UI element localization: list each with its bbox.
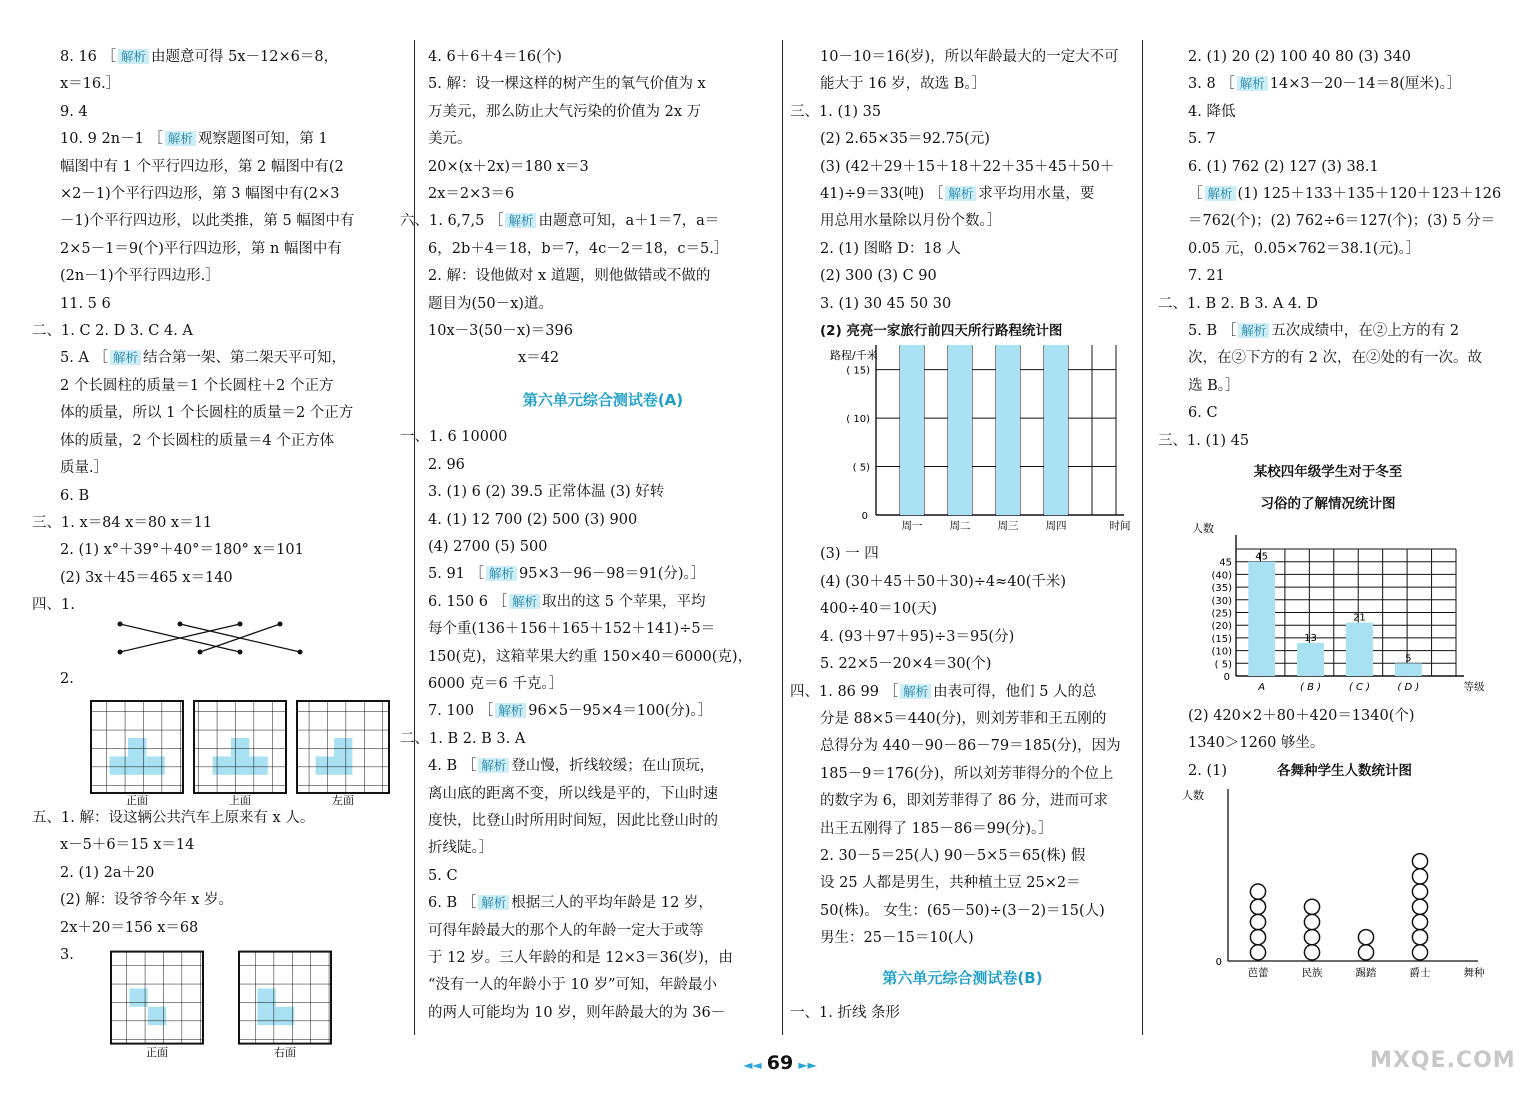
- answer-line: 用总用水量除以月份个数。］: [820, 213, 1002, 230]
- next-arrow-icon: ►►: [798, 1058, 817, 1072]
- answer-line: 的两人可能均为 10 岁，则年龄最大的为 36－: [428, 1004, 726, 1021]
- pictograph-symbol: [1250, 930, 1265, 945]
- front-view-grid: [91, 701, 183, 793]
- answer-line: 美元。: [428, 131, 472, 148]
- pictograph-symbol: [1250, 899, 1265, 914]
- pictograph-symbol: [1250, 884, 1265, 899]
- x-tick-label: 周一: [901, 520, 923, 533]
- answer-line: 2. (1) 图略 D：18 人: [820, 240, 961, 257]
- y-tick-label: (40): [1211, 570, 1232, 582]
- answer-line: 2x＝2×3＝6: [428, 186, 515, 203]
- pictograph-symbol: [1304, 915, 1319, 930]
- pictograph-symbol: [1412, 915, 1427, 930]
- answer-line: 于 12 岁。三人年龄的和是 12×3＝36(岁)，由: [428, 950, 733, 966]
- x-tick-label: ( B ): [1300, 681, 1322, 693]
- section-heading: 一、1. 6 10000: [400, 429, 508, 446]
- chart-caption: 各舞种学生人数统计图: [1276, 762, 1412, 779]
- answer-line: 2. (1) 2a＋20: [60, 864, 155, 881]
- y-tick-label: (25): [1211, 608, 1232, 620]
- answer-line: 2x＋20＝156 x＝68: [60, 919, 199, 936]
- pictograph-symbol: [1412, 899, 1427, 914]
- answer-line: 5. 解：设一棵这样的树产生的氧气价值为 x: [428, 76, 706, 93]
- answer-line: 次，在②下方的有 2 次，在②处的有一次。故: [1188, 350, 1482, 367]
- answer-line: (4) (30＋45＋50＋30)÷4≈40(千米): [820, 573, 1067, 590]
- bar: [1297, 643, 1324, 676]
- y-tick-label: 0: [861, 511, 868, 523]
- answer-column-2: [400, 44, 778, 1027]
- front-view-grid: [111, 952, 203, 1044]
- answer-line: 体的质量，所以 1 个长圆柱的质量＝2 个正方: [60, 405, 354, 422]
- answer-line: 41)÷9＝33(吨) ［ 解析 求平均用水量，要: [820, 186, 1095, 203]
- answer-line: －1)个平行四边形，以此类推，第 5 幅图中有: [60, 213, 355, 230]
- answer-line: (3) (42＋29＋15＋18＋22＋35＋45＋50＋: [820, 158, 1115, 175]
- y-tick-label: (30): [1211, 595, 1232, 607]
- section-title: 第六单元综合测试卷(A): [522, 390, 684, 409]
- answer-line: 出王五刚得了 185－86＝99(分)。］: [820, 820, 1053, 837]
- answer-line: 离山底的距离不变，所以线是平的，下山时速: [428, 785, 718, 802]
- y-tick-label: (20): [1211, 621, 1232, 633]
- answer-line: 2.: [60, 670, 74, 687]
- bar: [1395, 663, 1422, 676]
- answer-line: 分是 88×5＝440(分)，则刘芳菲和王五刚的: [820, 710, 1107, 727]
- column-divider: [782, 40, 783, 1035]
- answer-line: 每个重(136＋156＋165＋152＋141)÷5＝: [428, 621, 716, 638]
- bar: [1248, 562, 1275, 676]
- section-heading: 三、1. (1) 35: [790, 103, 882, 120]
- answer-line: (2) 420×2＋80＋420＝1340(个): [1188, 707, 1415, 724]
- analysis-tag: 解析: [110, 350, 141, 365]
- answer-line: (2n－1)个平行四边形.］: [60, 268, 220, 285]
- y-tick-label: (35): [1211, 583, 1232, 595]
- pictograph-symbol: [1250, 915, 1265, 930]
- answer-line: 幅图中有 1 个平行四边形，第 2 幅图中有(2: [60, 158, 344, 175]
- watermark: MXQE.COM: [1370, 1048, 1516, 1073]
- view-label: 右面: [274, 1046, 296, 1060]
- analysis-tag: 解析: [118, 49, 149, 64]
- pictograph-symbol: [1412, 945, 1427, 960]
- bar: [1346, 623, 1373, 676]
- views-figure-1: [88, 693, 418, 805]
- data-label: 21: [1353, 612, 1366, 624]
- view-label: 正面: [146, 1046, 168, 1060]
- answer-line: 10x－3(50－x)＝396: [428, 323, 573, 340]
- column-divider: [414, 40, 415, 1035]
- chart-y-label: 人数: [1192, 521, 1214, 535]
- x-tick-label: ( D ): [1397, 681, 1420, 693]
- view-label: 左面: [332, 793, 354, 805]
- x-tick-label: 民族: [1301, 967, 1323, 980]
- answer-line: “没有一人的年龄小于 10 岁”可知，年龄最小: [428, 977, 717, 994]
- answer-line: 2. 解：设他做对 x 道题，则他做错或不做的: [428, 268, 711, 285]
- chart-x-label: 时间: [1109, 520, 1131, 533]
- y-tick-label: 0: [1215, 957, 1222, 969]
- answer-line: 5. B ［ 解析 五次成绩中，在②上方的有 2: [1188, 323, 1460, 340]
- chart-y-label: 路程/千米: [830, 349, 878, 363]
- data-label: 5: [1405, 653, 1412, 665]
- section-heading: 三、1. (1) 45: [1158, 432, 1250, 449]
- answer-line: (3) 一 四: [820, 546, 879, 563]
- y-tick-label: ( 5): [1214, 659, 1232, 671]
- section-heading: 五、1. 解：设这辆公共汽车上原来有 x 人。: [32, 809, 315, 826]
- bar: [1044, 345, 1068, 515]
- y-tick-label: 45: [1219, 557, 1232, 569]
- answer-line: 6000 克＝6 千克。］: [428, 675, 564, 692]
- section-heading: 三、1. x＝84 x＝80 x＝11: [32, 514, 213, 531]
- answer-line: 11. 5 6: [60, 295, 111, 312]
- views-figure-2: [108, 947, 368, 1059]
- y-tick-label: (10): [1211, 646, 1232, 658]
- answer-line: 4. 6＋6＋4＝16(个): [428, 49, 562, 65]
- answer-line: ＝762(个)；(2) 762÷6＝127(个)；(3) 5 分＝: [1188, 213, 1496, 230]
- answer-line: 6. B: [60, 487, 90, 504]
- answer-line: 6，2b＋4＝18，b＝7，4c－2＝18，c＝5.］: [428, 240, 729, 257]
- page-number-value: 69: [766, 1052, 794, 1074]
- pictograph-symbol: [1304, 899, 1319, 914]
- answer-line: 6. (1) 762 (2) 127 (3) 38.1: [1188, 158, 1379, 175]
- pictograph-symbol: [1358, 930, 1373, 945]
- answer-line: 男生：25－15＝10(人): [820, 930, 974, 947]
- answer-line: 题目为(50－x)道。: [428, 295, 553, 312]
- answer-line: 度快，比登山时所用时间短，因此比登山时的: [428, 812, 718, 829]
- answer-line: ×2－1)个平行四边形，第 3 幅图中有(2×3: [60, 186, 340, 203]
- answer-line: 4. (1) 12 700 (2) 500 (3) 900: [428, 511, 638, 528]
- bar: [948, 345, 972, 515]
- answer-line: 50(株)。 女生：(65－50)÷(3－2)＝15(人): [820, 902, 1105, 919]
- dance-pictograph: [1182, 785, 1512, 985]
- x-tick-label: 芭蕾: [1247, 967, 1269, 980]
- answer-line: 万美元，那么防止大气污染的价值为 2x 万: [428, 103, 702, 120]
- answer-line: 2. 96: [428, 456, 465, 473]
- x-tick-label: A: [1258, 681, 1266, 693]
- left-view-grid: [297, 701, 389, 793]
- answer-line: 8. 16 ［ 解析 由题意可得 5x－12×6＝8，: [60, 49, 339, 65]
- pictograph-symbol: [1304, 945, 1319, 960]
- answer-line: 总得分为 440－90－86－79＝185(分)，因为: [820, 738, 1121, 755]
- section-heading: 二、1. B 2. B 3. A 4. D: [1158, 295, 1319, 312]
- section-title: 第六单元综合测试卷(B): [882, 968, 1043, 987]
- pictograph-symbol: [1412, 884, 1427, 899]
- chart-x-label: 舞种: [1463, 967, 1485, 980]
- answer-line: 2. (1) x°＋39°＋40°＝180° x＝101: [60, 542, 304, 559]
- data-label: 45: [1255, 551, 1269, 563]
- x-tick-label: 周四: [1045, 520, 1067, 533]
- analysis-tag: 解析: [1237, 76, 1268, 91]
- answer-line: 2×5－1＝9(个)平行四边形，第 n 幅图中有: [60, 240, 342, 257]
- x-tick-label: ( C ): [1348, 681, 1371, 693]
- page-number: [730, 1052, 830, 1074]
- answer-line: 3. (1) 30 45 50 30: [820, 295, 952, 312]
- view-label: 正面: [126, 793, 148, 805]
- winter-solstice-bar-chart: [1182, 518, 1512, 703]
- analysis-tag: 解析: [1205, 186, 1236, 201]
- answer-line: ［ 解析 (1) 125＋133＋135＋120＋123＋126: [1188, 186, 1502, 203]
- pictograph-symbol: [1412, 869, 1427, 884]
- answer-line: 9. 4: [60, 103, 88, 120]
- answer-line: 3. 8 ［ 解析 14×3－20－14＝8(厘米)。］: [1188, 76, 1462, 93]
- answer-line: x＝42: [518, 350, 560, 367]
- prev-arrow-icon: ◄◄: [743, 1058, 762, 1072]
- answer-line: (2) 300 (3) C 90: [820, 268, 937, 285]
- y-tick-label: 0: [1223, 671, 1230, 683]
- y-tick-label: (15): [1211, 633, 1232, 645]
- answer-line: 2. (1) 各舞种学生人数统计图: [1188, 762, 1412, 779]
- answer-line: 185－9＝176(分)，所以刘芳菲得分的个位上: [820, 765, 1114, 782]
- x-tick-label: 踢踏: [1355, 967, 1377, 980]
- view-label: 上面: [229, 793, 251, 805]
- answer-line: x＝16.］: [60, 76, 121, 93]
- answer-line: 4. 降低: [1188, 103, 1236, 120]
- x-tick-label: 爵士: [1409, 967, 1431, 980]
- chart-x-label: 等级: [1463, 680, 1485, 693]
- answer-line: 5. 22×5－20×4＝30(个): [820, 656, 992, 673]
- analysis-tag: 解析: [165, 131, 196, 146]
- answer-line: 4. (93＋97＋95)÷3＝95(分): [820, 628, 1015, 645]
- analysis-tag: 解析: [900, 684, 931, 699]
- match-line: [200, 624, 280, 652]
- pictograph-symbol: [1412, 930, 1427, 945]
- analysis-tag: 解析: [505, 213, 536, 228]
- analysis-tag: 解析: [478, 758, 509, 773]
- answer-line: 2 个长圆柱的质量＝1 个长圆柱＋2 个正方: [60, 377, 334, 394]
- y-tick-label: ( 5): [852, 463, 870, 475]
- answer-line: 能大于 16 岁，故选 B。］: [820, 76, 987, 93]
- answer-column-3: [790, 44, 1135, 1027]
- answer-line: 5. 7: [1188, 131, 1216, 148]
- analysis-tag: 解析: [509, 594, 540, 609]
- pictograph-symbol: [1358, 945, 1373, 960]
- route-distance-bar-chart: [820, 345, 1140, 541]
- section-heading: 一、1. 折线 条形: [790, 1004, 901, 1021]
- answer-line: 设 25 人都是男生，共种植土豆 25×2＝: [820, 875, 1081, 892]
- answer-line: 6. B ［ 解析 根据三人的平均年龄是 12 岁，: [428, 895, 713, 912]
- answer-line: 1340＞1260 够坐。: [1188, 735, 1325, 752]
- right-view-grid: [239, 952, 331, 1044]
- chart-caption: (2) 亮亮一家旅行前四天所行路程统计图: [820, 323, 1063, 340]
- answer-line: 5. A ［ 解析 结合第一架、第二架天平可知，: [60, 350, 347, 367]
- pictograph-symbol: [1250, 945, 1265, 960]
- chart-caption: 某校四年级学生对于冬至: [1253, 464, 1403, 481]
- answer-line: 2. 30－5＝25(人) 90－5×5＝65(株) 假: [820, 847, 1086, 864]
- answer-line: 六、1. 6,7,5 ［ 解析 由题意可知，a＋1＝7，a＝: [400, 213, 720, 230]
- answer-column-4: [1158, 44, 1502, 985]
- answer-line: 0.05 元，0.05×762＝38.1(元)。］: [1188, 240, 1421, 257]
- analysis-tag: 解析: [478, 895, 509, 910]
- answer-line: 10－10＝16(岁)，所以年龄最大的一定大不可: [820, 49, 1119, 65]
- answer-line: 可得年龄最大的那个人的年龄一定大于或等: [428, 922, 704, 939]
- y-tick-label: ( 10): [846, 414, 870, 426]
- analysis-tag: 解析: [945, 186, 976, 201]
- answer-line: 3. (1) 6 (2) 39.5 正常体温 (3) 好转: [428, 484, 665, 501]
- answer-line: 6. 150 6 ［ 解析 取出的这 5 个苹果，平均: [428, 593, 706, 610]
- section-heading: 二、1. B 2. B 3. A: [400, 730, 526, 747]
- answer-line: 4. B ［ 解析 登山慢，折线较缓；在山顶玩，: [428, 758, 715, 775]
- answer-line: (4) 2700 (5) 500: [428, 538, 548, 555]
- data-label: 13: [1304, 632, 1317, 644]
- answer-line: (2) 2.65×35＝92.75(元): [820, 131, 990, 148]
- answer-line: (2) 3x＋45＝465 x＝140: [60, 569, 233, 586]
- answer-line: 5. 91 ［ 解析 95×3－96－98＝91(分)。］: [428, 566, 706, 583]
- answer-line: 2. (1) 20 (2) 100 40 80 (3) 340: [1188, 49, 1412, 65]
- answer-line: 四、1. 86 99 ［ 解析 由表可得，他们 5 人的总: [790, 683, 1097, 700]
- answer-line: 20×(x＋2x)＝180 x＝3: [428, 158, 589, 175]
- answer-line: (2) 解：设爷爷今年 x 岁。: [60, 892, 234, 909]
- answer-line: 体的质量，2 个长圆柱的质量＝4 个正方体: [60, 432, 335, 449]
- bar: [996, 345, 1020, 515]
- bar: [900, 345, 924, 515]
- y-tick-label: ( 15): [846, 366, 870, 378]
- answer-line: 10. 9 2n－1 ［ 解析 观察题图可知，第 1: [60, 131, 328, 148]
- top-view-grid: [194, 701, 286, 793]
- chart-caption: 习俗的了解情况统计图: [1260, 495, 1396, 512]
- answer-line: 的数字为 6，即刘芳菲得了 86 分，进而可求: [820, 793, 1109, 810]
- section-heading: 二、1. C 2. D 3. C 4. A: [32, 323, 193, 340]
- answer-line: 400÷40＝10(天): [820, 601, 938, 618]
- x-tick-label: 周三: [997, 520, 1019, 533]
- answer-line: 5. C: [428, 867, 458, 884]
- answer-line: 3.: [60, 946, 74, 963]
- answer-line: 7. 100 ［ 解析 96×5－95×4＝100(分)。］: [428, 703, 713, 720]
- pictograph-symbol: [1412, 854, 1427, 869]
- analysis-tag: 解析: [1238, 323, 1269, 338]
- analysis-tag: 解析: [495, 703, 526, 718]
- answer-line: 选 B。］: [1188, 377, 1240, 394]
- x-tick-label: 周二: [949, 520, 971, 533]
- answer-line: 7. 21: [1188, 268, 1225, 285]
- chart-y-label: 人数: [1182, 789, 1204, 803]
- pictograph-symbol: [1304, 930, 1319, 945]
- column-divider: [1142, 40, 1143, 1035]
- answer-line: 折线陡。］: [428, 840, 494, 857]
- answer-line: 质量.］: [60, 460, 109, 477]
- section-heading: 四、1.: [32, 597, 75, 614]
- answer-line: x－5＋6＝15 x＝14: [60, 837, 195, 854]
- answer-line: 150(克)，这箱苹果大约重 150×40＝6000(克)，: [428, 648, 753, 665]
- analysis-tag: 解析: [486, 566, 517, 581]
- answer-line: 6. C: [1188, 405, 1218, 422]
- matching-lines-figure: [100, 614, 400, 666]
- answer-column-1: [32, 44, 412, 1060]
